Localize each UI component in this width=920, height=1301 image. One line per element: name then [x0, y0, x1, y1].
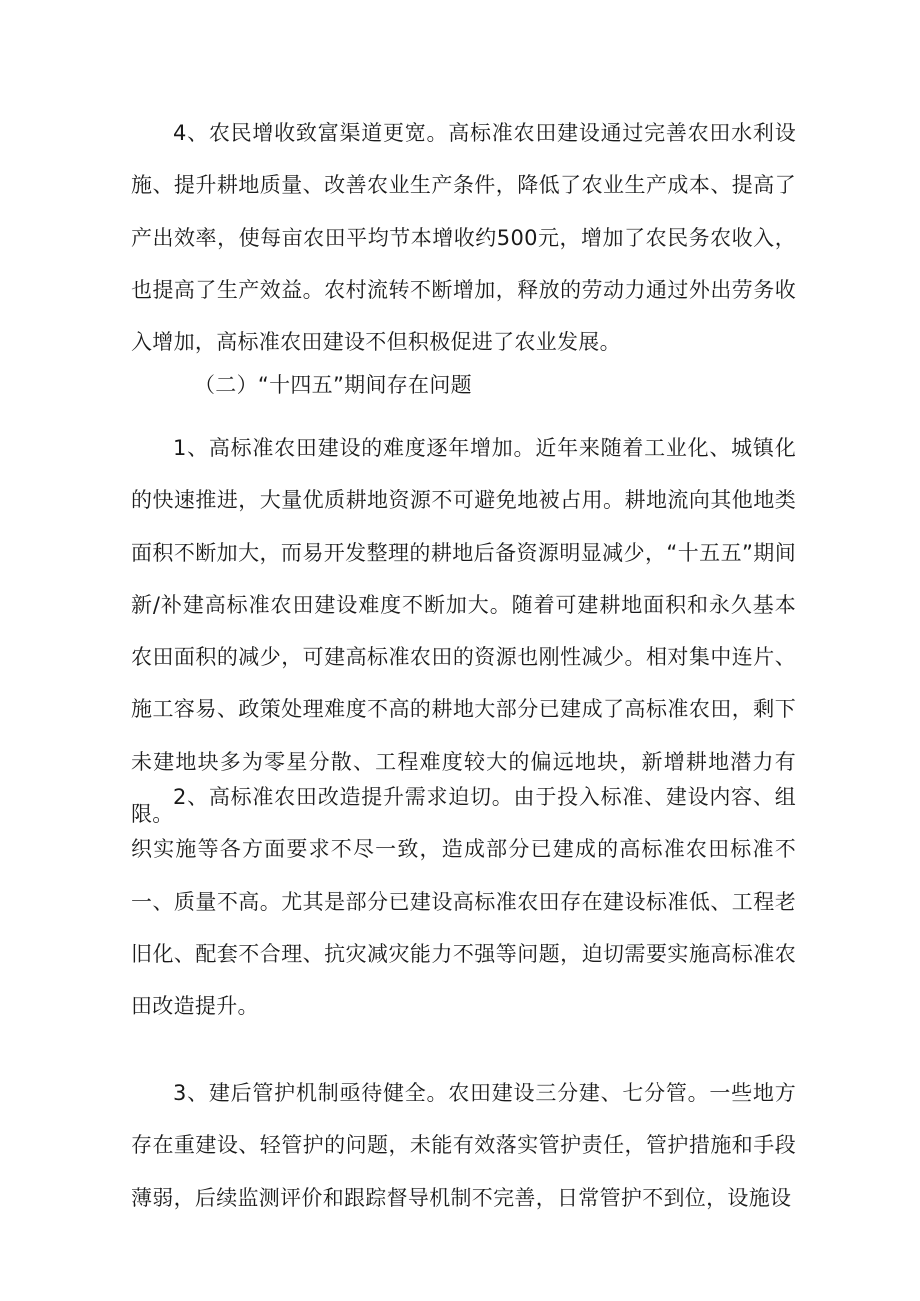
paragraph-maintenance-mechanism: 3、建后管护机制亟待健全。农田建设三分建、七分管。一些地方存在重建设、轻管护的问题，未能有效落实管护责任，管护措施和手段薄弱，后续监测评价和跟踪督导机制不完善，日常管护不到位，设施设 — [131, 1081, 796, 1210]
paragraph-construction-difficulty: 1、高标准农田建设的难度逐年增加。近年来随着工业化、城镇化的快速推进，大量优质耕地资源不可避免地被占用。耕地流向其他地类面积不断加大，而易开发整理的耕地后备资源明显减少，“十五五”期间新/补建高标准农田建设难度不断加大。随着可建耕地面积和永久基本农田面积的减少，可建高标准农田的资源也刚性减少。相对集中连片、施工容易、政策处理难度不高的耕地大部分已建成了高标准农田，剩下未建地块多为零星分散、工程难度较大的偏远地块，新增耕地潜力有限。 — [131, 436, 796, 827]
paragraph-farmer-income: 4、农民增收致富渠道更宽。高标准农田建设通过完善农田水利设施、提升耕地质量、改善农业生产条件，降低了农业生产成本、提高了产出效率，使每亩农田平均节本增收约500元，增加了农民务农收入，也提高了生产效益。农村流转不断增加，释放的劳动力通过外出劳务收入增加，高标准农田建设不但积极促进了农业发展。 — [131, 121, 796, 355]
paragraph-upgrade-demand: 2、高标准农田改造提升需求迫切。由于投入标准、建设内容、组织实施等各方面要求不尽一致，造成部分已建成的高标准农田标准不一、质量不高。尤其是部分已建设高标准农田存在建设标准低、工程老旧化、配套不合理、抗灾减灾能力不强等问题，迫切需要实施高标准农田改造提升。 — [131, 785, 796, 1019]
section-heading-problems: （二）“十四五”期间存在问题 — [194, 373, 472, 397]
